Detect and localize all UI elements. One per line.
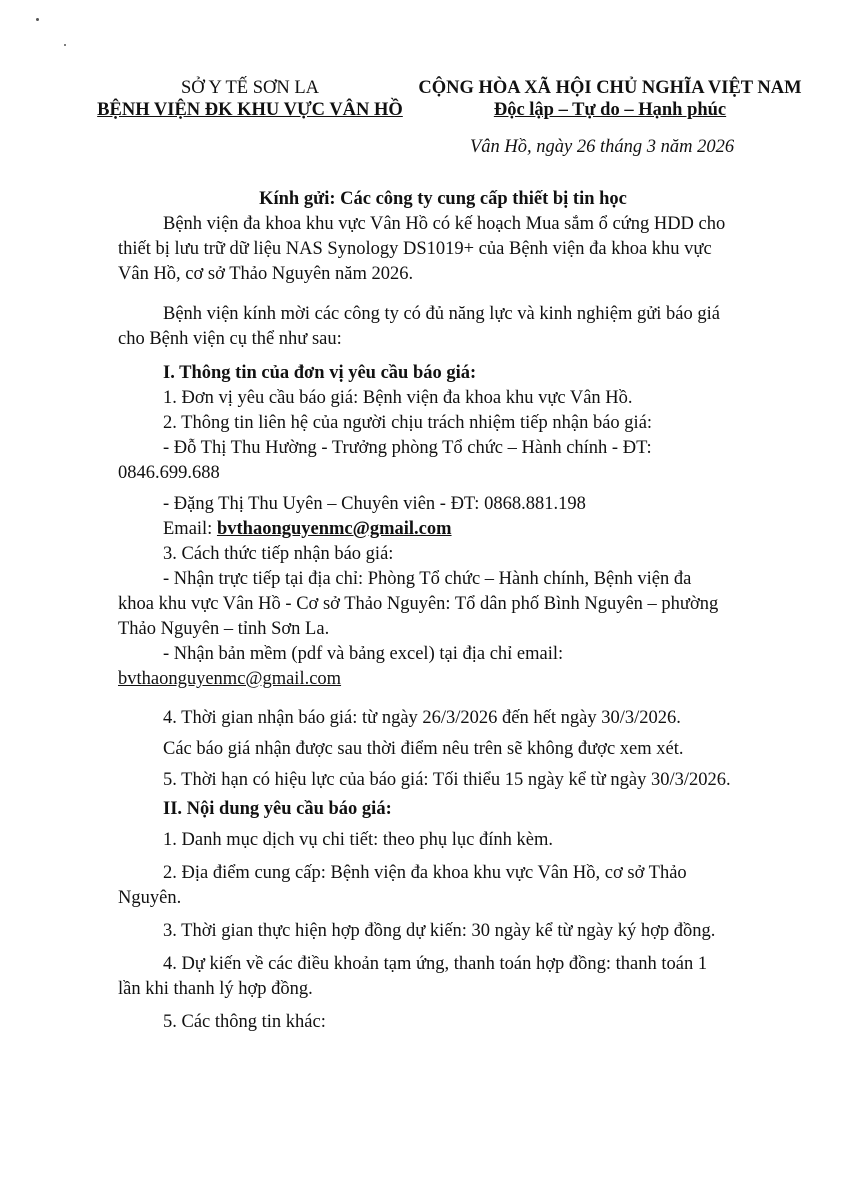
direct-line-1: - Nhận trực tiếp tại địa chỉ: Phòng Tổ chức – Hành chính, Bệnh viện đa bbox=[163, 569, 692, 589]
contact-1-line-2: 0846.699.688 bbox=[118, 463, 220, 483]
email-label: Email: bbox=[163, 519, 217, 539]
section-1-item-5: 5. Thời hạn có hiệu lực của báo giá: Tối thiểu 15 ngày kể từ ngày 30/3/2026. bbox=[163, 770, 731, 790]
hospital-name bbox=[95, 99, 405, 121]
section-2-item-5: 5. Các thông tin khác: bbox=[163, 1012, 326, 1032]
spacer bbox=[118, 944, 768, 952]
section-1-item-3: 3. Cách thức tiếp nhận báo giá: bbox=[163, 544, 394, 564]
motto bbox=[415, 99, 805, 121]
section-2-item-1: 1. Danh mục dịch vụ chi tiết: theo phụ lục đính kèm. bbox=[163, 830, 553, 850]
motto-text: Độc lập – Tự do – Hạnh phúc bbox=[493, 100, 727, 120]
letter-body bbox=[118, 187, 768, 1035]
section-1-title: I. Thông tin của đơn vị yêu cầu báo giá: bbox=[163, 363, 477, 383]
invite-line-2: cho Bệnh viện cụ thể như sau: bbox=[118, 329, 342, 349]
section-2-item-2-line-1: 2. Địa điểm cung cấp: Bệnh viện đa khoa khu vực Vân Hồ, cơ sở Thảo bbox=[163, 863, 687, 883]
spacer bbox=[118, 692, 768, 706]
section-1-item-2: 2. Thông tin liên hệ của người chịu trách nhiệm tiếp nhận báo giá: bbox=[163, 413, 653, 433]
intro-line-1: Bệnh viện đa khoa khu vực Vân Hồ có kế hoạch Mua sắm ổ cứng HDD cho bbox=[163, 214, 726, 234]
spacer bbox=[118, 911, 768, 919]
contact-2: - Đặng Thị Thu Uyên – Chuyên viên - ĐT: 0868.881.198 bbox=[163, 494, 586, 514]
soft-copy-line: - Nhận bản mềm (pdf và bảng excel) tại địa chỉ email: bbox=[163, 644, 564, 664]
scan-speck bbox=[64, 44, 66, 46]
section-1-item-4: 4. Thời gian nhận báo giá: từ ngày 26/3/2026 đến hết ngày 30/3/2026. bbox=[163, 708, 681, 728]
direct-line-2: khoa khu vực Vân Hồ - Cơ sở Thảo Nguyên: Tổ dân phố Bình Nguyên – phường bbox=[118, 594, 719, 614]
issuer-block bbox=[95, 77, 405, 121]
hospital-name-text: BỆNH VIỆN ĐK KHU VỰC VÂN HỒ bbox=[97, 100, 403, 120]
email-row bbox=[118, 517, 768, 542]
spacer bbox=[118, 853, 768, 861]
section-1-item-1: 1. Đơn vị yêu cầu báo giá: Bệnh viện đa khoa khu vực Vân Hồ. bbox=[163, 388, 633, 408]
section-2-item-4-line-2: lần khi thanh lý hợp đồng. bbox=[118, 979, 313, 999]
spacer bbox=[118, 287, 768, 302]
contact-1-line-1: - Đỗ Thị Thu Hường - Trưởng phòng Tổ chức – Hành chính - ĐT: bbox=[163, 438, 652, 458]
direct-line-3: Thảo Nguyên – tỉnh Sơn La. bbox=[118, 619, 330, 639]
intro-line-2: thiết bị lưu trữ dữ liệu NAS Synology DS1019+ của Bệnh viện đa khoa khu vực bbox=[118, 239, 712, 259]
country-name: CỘNG HÒA XÃ HỘI CHỦ NGHĨA VIỆT NAM bbox=[418, 78, 802, 98]
document-date: Vân Hồ, ngày 26 tháng 3 năm 2026 bbox=[470, 137, 735, 157]
spacer bbox=[118, 352, 768, 361]
soft-copy-email-link[interactable]: bvthaonguyenmc@gmail.com bbox=[118, 669, 342, 689]
section-2-item-3: 3. Thời gian thực hiện hợp đồng dự kiến: 30 ngày kể từ ngày ký hợp đồng. bbox=[163, 921, 716, 941]
salutation: Kính gửi: Các công ty cung cấp thiết bị tin học bbox=[259, 189, 627, 209]
spacer bbox=[118, 1002, 768, 1010]
soft-copy-email-row bbox=[118, 667, 768, 692]
invite-line-1: Bệnh viện kính mời các công ty có đủ năng lực và kinh nghiệm gửi báo giá bbox=[163, 304, 720, 324]
department-name: SỞ Y TẾ SƠN LA bbox=[180, 78, 320, 98]
section-2-item-2-line-2: Nguyên. bbox=[118, 888, 182, 908]
intro-line-3: Vân Hồ, cơ sở Thảo Nguyên năm 2026. bbox=[118, 264, 414, 284]
section-1-item-4-note: Các báo giá nhận được sau thời điểm nêu trên sẽ không được xem xét. bbox=[163, 739, 684, 759]
national-motto-block bbox=[415, 77, 805, 121]
section-2-item-4-line-1: 4. Dự kiến về các điều khoản tạm ứng, thanh toán hợp đồng: thanh toán 1 bbox=[163, 954, 708, 974]
section-2-title: II. Nội dung yêu cầu báo giá: bbox=[163, 799, 392, 819]
scan-speck bbox=[36, 18, 39, 21]
email-link[interactable]: bvthaonguyenmc@gmail.com bbox=[216, 519, 452, 539]
